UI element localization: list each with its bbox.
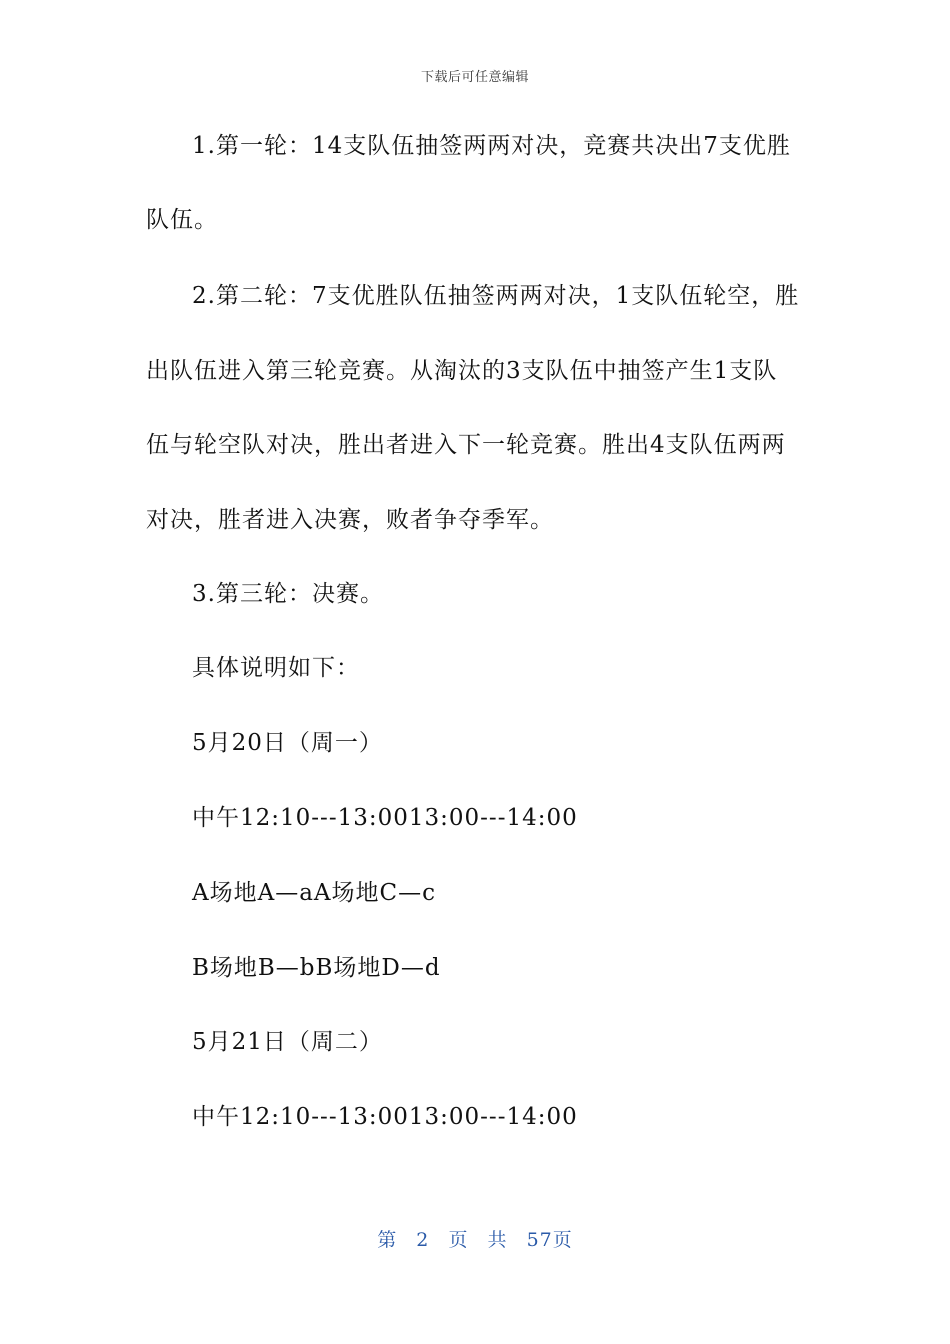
time-line-2: 中午12:10---13:0013:00---14:00 — [192, 1104, 578, 1130]
footer-total-label: 共 — [487, 1229, 508, 1251]
time-line-1: 中午12:10---13:0013:00---14:00 — [192, 805, 578, 831]
paragraph-line-8: 具体说明如下： — [192, 655, 360, 681]
paragraph-line-4: 出队伍进入第三轮竞赛。从淘汰的3支队伍中抽签产生1支队 — [146, 358, 778, 384]
date-line-2: 5月21日（周二） — [192, 1029, 383, 1055]
page-footer — [0, 1225, 950, 1252]
paragraph-line-6: 对决，胜者进入决赛，败者争夺季军。 — [146, 507, 554, 533]
paragraph-line-7: 3.第三轮：决赛。 — [192, 581, 384, 607]
date-line-1: 5月20日（周一） — [192, 730, 383, 756]
footer-page-label: 第 — [377, 1229, 398, 1251]
paragraph-line-2: 队伍。 — [146, 207, 218, 233]
footer-current-page: 2 — [416, 1229, 430, 1251]
page-header: 下载后可任意编辑 — [420, 70, 529, 85]
venue-line-b: B场地B—bB场地D—d — [192, 955, 441, 981]
paragraph-line-5: 伍与轮空队对决，胜出者进入下一轮竞赛。胜出4支队伍两两 — [146, 432, 786, 458]
paragraph-line-3: 2.第二轮：7支优胜队伍抽签两两对决，1支队伍轮空，胜 — [192, 283, 800, 309]
footer-total-pages: 57页 — [526, 1229, 573, 1251]
paragraph-line-1: 1.第一轮：14支队伍抽签两两对决，竞赛共决出7支优胜 — [192, 133, 791, 159]
venue-line-a: A场地A—aA场地C—c — [192, 880, 437, 906]
footer-page-unit: 页 — [448, 1229, 469, 1251]
